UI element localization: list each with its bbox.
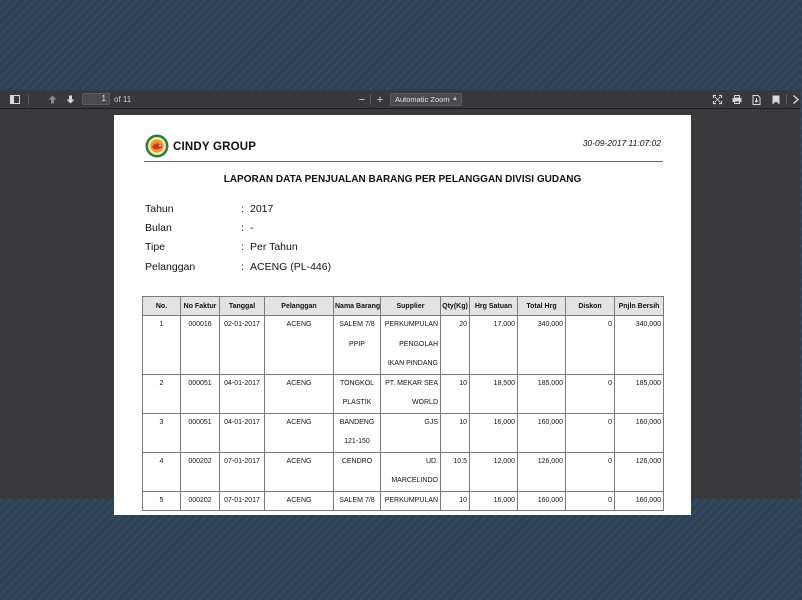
cell-no-faktur — [181, 413, 220, 452]
toolbar-separator — [786, 94, 787, 105]
cell-hrg-satuan-text: 17,000 — [493, 321, 515, 328]
cell-no — [143, 491, 181, 511]
cell-qty — [441, 491, 470, 511]
table-header-row — [143, 297, 664, 316]
info-colon: : — [241, 222, 244, 234]
toolbar-separator — [28, 94, 29, 105]
cell-no-text: 1 — [159, 321, 164, 328]
cell-nama-barang-line: BANDENG — [339, 418, 375, 426]
cell-pelanggan — [265, 316, 334, 375]
table-row — [143, 316, 664, 375]
cell-no-text: 3 — [159, 418, 164, 426]
cell-nama-barang — [334, 491, 381, 511]
cell-total-hrg-text: 185,000 — [537, 379, 563, 387]
cell-pelanggan-text: ACENG — [286, 321, 312, 328]
cell-nama-barang — [334, 316, 381, 375]
cell-total-hrg-text: 160,000 — [537, 418, 563, 426]
cell-nama-barang-line: PLASTIK — [342, 399, 372, 406]
cell-no — [143, 413, 181, 452]
cell-no — [143, 452, 181, 491]
cell-no-faktur-text: 000202 — [188, 457, 212, 465]
cell-nama-barang-line: SALEM 7/8 — [339, 496, 375, 504]
cell-pelanggan — [265, 374, 334, 413]
cell-total-hrg — [518, 491, 566, 511]
cell-qty-text: 10 — [459, 418, 467, 426]
cell-diskon — [566, 374, 615, 413]
cell-diskon-text: 0 — [608, 379, 612, 387]
cell-supplier — [381, 452, 441, 491]
info-label: Pelanggan — [145, 261, 196, 273]
info-value: Per Tahun — [250, 241, 298, 253]
cell-total-hrg — [518, 374, 566, 413]
cell-supplier-line: PT. MEKAR SEA — [385, 379, 438, 387]
cell-diskon-text: 0 — [608, 321, 612, 328]
cell-no-faktur-text: 000202 — [188, 496, 212, 504]
table-body — [143, 316, 664, 511]
cell-hrg-satuan — [470, 316, 518, 375]
arrow-up-icon — [48, 95, 57, 104]
cell-pelanggan-text: ACENG — [286, 418, 312, 426]
cell-qty-text: 20 — [459, 321, 467, 328]
bookmark-icon — [772, 95, 780, 105]
cell-pelanggan — [265, 413, 334, 452]
select-caret-icon: ▲ — [452, 96, 458, 102]
cell-diskon-text: 0 — [608, 418, 612, 426]
cell-hrg-satuan-text: 16,000 — [493, 496, 515, 504]
column-header: Total Hrg — [518, 297, 566, 316]
previous-page-button[interactable] — [45, 90, 59, 109]
tools-menu-button[interactable] — [790, 90, 802, 109]
cell-tanggal-text: 07-01-2017 — [224, 496, 260, 504]
info-colon: : — [241, 261, 244, 273]
column-header: Pelanggan — [265, 297, 334, 316]
column-header: Qty(Kg) — [441, 297, 470, 316]
info-label: Tahun — [145, 203, 174, 215]
info-value: - — [250, 222, 254, 234]
cell-nama-barang-line: 121-150 — [344, 438, 370, 445]
cell-pnjln-bersih-text: 185,000 — [635, 379, 661, 387]
cell-qty-text: 10 — [459, 496, 467, 504]
cell-pnjln-bersih-text: 160,000 — [635, 496, 661, 504]
cell-qty — [441, 452, 470, 491]
cell-pelanggan-text: ACENG — [286, 457, 312, 465]
cell-tanggal — [220, 491, 265, 511]
cell-hrg-satuan — [470, 491, 518, 511]
cell-no-faktur — [181, 374, 220, 413]
column-header: Hrg Satuan — [470, 297, 518, 316]
cell-tanggal-text: 07-01-2017 — [224, 457, 260, 465]
cell-nama-barang — [334, 452, 381, 491]
zoom-select[interactable] — [390, 93, 462, 106]
page-number-input[interactable]: 1 — [82, 93, 110, 105]
print-button[interactable] — [730, 90, 743, 109]
cell-pnjln-bersih-text: 160,000 — [635, 418, 661, 426]
cell-no-text: 2 — [159, 379, 164, 387]
cell-supplier-line: PERKUMPULAN — [384, 496, 438, 504]
cell-diskon-text: 0 — [608, 457, 612, 465]
cell-pnjln-bersih-text: 126,000 — [635, 457, 661, 465]
cell-total-hrg-text: 340,000 — [537, 321, 563, 328]
cell-no-text: 5 — [159, 496, 164, 504]
cell-supplier — [381, 374, 441, 413]
bookmark-button[interactable] — [770, 90, 782, 109]
cell-pnjln-bersih — [615, 452, 664, 491]
arrow-down-icon — [66, 95, 75, 104]
pdf-toolbar — [0, 90, 800, 109]
column-header: Pnjln Bersih — [615, 297, 664, 316]
cell-diskon — [566, 452, 615, 491]
cell-total-hrg-text: 126,000 — [537, 457, 563, 465]
sidebar-toggle-button[interactable] — [8, 90, 22, 109]
cell-no-faktur — [181, 452, 220, 491]
column-header: Diskon — [566, 297, 615, 316]
cell-tanggal — [220, 452, 265, 491]
cell-pnjln-bersih — [615, 413, 664, 452]
cell-total-hrg — [518, 316, 566, 375]
table-row — [143, 491, 664, 511]
cell-nama-barang-line: SALEM 7/8 — [339, 321, 375, 328]
cell-nama-barang-line: TONGKOL — [339, 379, 375, 387]
cell-diskon — [566, 316, 615, 375]
cell-tanggal — [220, 316, 265, 375]
zoom-select-value: Automatic Zoom — [395, 95, 450, 104]
cell-tanggal-text: 04-01-2017 — [224, 418, 260, 426]
cell-nama-barang-line: PPIP — [349, 340, 365, 348]
printer-icon — [732, 95, 742, 104]
info-label: Bulan — [145, 222, 172, 234]
zoom-in-button[interactable]: + — [376, 93, 384, 106]
toolbar-separator — [370, 94, 371, 105]
cell-pelanggan-text: ACENG — [286, 496, 312, 504]
cell-total-hrg — [518, 452, 566, 491]
cell-no-faktur — [181, 491, 220, 511]
chevron-right-icon — [792, 95, 800, 104]
cell-supplier — [381, 491, 441, 511]
cell-hrg-satuan-text: 16,000 — [493, 418, 515, 426]
cell-pelanggan — [265, 452, 334, 491]
cell-no-faktur — [181, 316, 220, 375]
report-title: LAPORAN DATA PENJUALAN BARANG PER PELANGGAN DIVISI GUDANG — [223, 174, 582, 185]
sales-report-table — [142, 296, 664, 511]
cell-no-faktur-text: 000051 — [188, 418, 212, 426]
table-row — [143, 452, 664, 491]
cell-hrg-satuan — [470, 413, 518, 452]
column-header: No Faktur — [181, 297, 220, 316]
fullscreen-icon — [713, 95, 722, 104]
zoom-out-button[interactable]: − — [358, 93, 366, 106]
table-row — [143, 374, 664, 413]
cell-supplier — [381, 413, 441, 452]
cell-pnjln-bersih — [615, 374, 664, 413]
pdf-page — [114, 115, 691, 515]
cell-pnjln-bersih — [615, 316, 664, 375]
cell-total-hrg — [518, 413, 566, 452]
cell-supplier — [381, 316, 441, 375]
cell-tanggal — [220, 374, 265, 413]
column-header: No. — [143, 297, 181, 316]
print-datetime: 30-09-2017 11:07:02 — [582, 138, 661, 148]
column-header: Tanggal — [220, 297, 265, 316]
cell-nama-barang — [334, 413, 381, 452]
cell-pelanggan — [265, 491, 334, 511]
info-label: Tipe — [145, 241, 166, 253]
cell-hrg-satuan-text: 12,000 — [493, 457, 515, 465]
next-page-button[interactable] — [63, 90, 77, 109]
cell-nama-barang — [334, 374, 381, 413]
cell-no-faktur-text: 000016 — [188, 321, 212, 328]
cell-supplier-line: GJS — [424, 418, 438, 426]
cell-hrg-satuan-text: 18,500 — [493, 379, 515, 387]
download-icon — [752, 95, 761, 105]
company-logo-icon — [145, 134, 169, 158]
info-colon: : — [241, 241, 244, 253]
info-value: ACENG (PL-446) — [250, 261, 332, 273]
cell-supplier-line: PERKUMPULAN — [384, 321, 438, 328]
cell-supplier-line: UD. — [425, 457, 438, 465]
cell-pnjln-bersih-text: 340,000 — [635, 321, 661, 328]
cell-pnjln-bersih — [615, 491, 664, 511]
cell-tanggal-text: 02-01-2017 — [224, 321, 260, 328]
pdf-viewer — [0, 90, 800, 504]
cell-qty — [441, 413, 470, 452]
cell-supplier-line: IKAN PINDANG — [387, 360, 438, 367]
cell-tanggal-text: 04-01-2017 — [224, 379, 260, 387]
info-colon: : — [241, 203, 244, 215]
cell-total-hrg-text: 160,000 — [537, 496, 563, 504]
cell-no-faktur-text: 000051 — [188, 379, 212, 387]
info-value: 2017 — [250, 203, 274, 215]
cell-diskon — [566, 491, 615, 511]
cell-supplier-line: WORLD — [411, 399, 438, 406]
column-header: Nama Barang — [334, 297, 381, 316]
cell-qty — [441, 316, 470, 375]
header-divider — [144, 161, 663, 162]
cell-qty — [441, 374, 470, 413]
cell-supplier-line: MARCELINDO — [391, 477, 438, 484]
cell-no-text: 4 — [159, 457, 164, 465]
cell-hrg-satuan — [470, 374, 518, 413]
cell-no — [143, 374, 181, 413]
cell-diskon — [566, 413, 615, 452]
cell-nama-barang-line: CENDRO — [341, 457, 373, 465]
cell-tanggal — [220, 413, 265, 452]
sidebar-icon — [10, 95, 20, 104]
cell-supplier-line: PENGOLAH — [399, 340, 438, 348]
presentation-mode-button[interactable] — [711, 90, 723, 109]
cell-qty-text: 10 — [459, 379, 467, 387]
cell-diskon-text: 0 — [608, 496, 612, 504]
page-count-label: of 11 — [114, 95, 132, 104]
column-header: Supplier — [381, 297, 441, 316]
cell-no — [143, 316, 181, 375]
company-name: CINDY GROUP — [173, 141, 257, 153]
cell-pelanggan-text: ACENG — [286, 379, 312, 387]
table-row — [143, 413, 664, 452]
cell-hrg-satuan — [470, 452, 518, 491]
download-button[interactable] — [750, 90, 762, 109]
cell-qty-text: 10.5 — [453, 457, 467, 465]
